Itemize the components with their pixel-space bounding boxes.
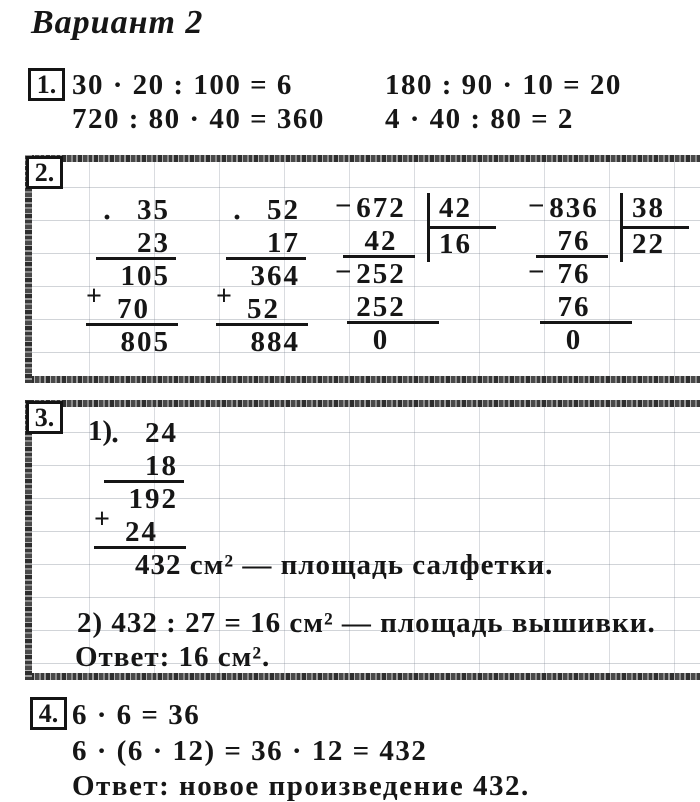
multiplicand: 52 <box>267 194 300 226</box>
quotient-row <box>430 229 496 262</box>
final-remainder-row <box>528 325 620 358</box>
final-remainder: 0 <box>372 324 390 356</box>
partial-product: 192 <box>128 483 178 515</box>
quotient-row <box>623 229 689 262</box>
box-border-bottom <box>25 673 700 680</box>
subtrahend-row <box>528 292 620 325</box>
multiplier-row <box>200 228 300 261</box>
remainder-row <box>528 256 620 292</box>
divisor: 42 <box>439 192 472 224</box>
product: 884 <box>250 326 300 358</box>
dividend-column <box>335 190 427 358</box>
product-row <box>70 327 170 360</box>
quotient: 16 <box>439 228 472 260</box>
multiply-sign: · <box>231 201 242 234</box>
dividend: 836 <box>549 192 599 224</box>
problem-3-number: 3. <box>26 401 63 434</box>
problem-1-number: 1. <box>28 68 65 101</box>
partial-product: 70 <box>117 293 150 325</box>
plus-sign: + <box>86 281 102 312</box>
box-border-left <box>25 155 32 383</box>
product: 805 <box>120 326 170 358</box>
problem-2-number: 2. <box>26 156 63 189</box>
answer-line: Ответ: 16 см². <box>75 641 271 673</box>
column-multiplication <box>200 195 300 360</box>
minus-sign: − <box>528 190 545 222</box>
dividend-column <box>528 190 620 358</box>
column-multiplication <box>70 195 170 360</box>
partial-product-row <box>70 261 170 294</box>
step-2-line: 2) 432 : 27 = 16 см² — площадь вышивки. <box>77 607 656 639</box>
product-row <box>200 327 300 360</box>
dividend: 672 <box>356 192 406 224</box>
minus-sign: − <box>335 190 352 222</box>
problem-2-box <box>25 155 700 383</box>
final-remainder: 0 <box>565 324 583 356</box>
subtrahend-row <box>335 292 427 325</box>
multiplicand-row <box>78 415 178 457</box>
problem-3-box <box>25 400 700 680</box>
plus-sign: + <box>216 281 232 312</box>
expression: 180 : 90 · 10 = 20 <box>385 69 622 101</box>
divisor-row <box>430 193 496 229</box>
step-1-marker: 1) <box>88 415 113 447</box>
divisor-column <box>620 193 689 262</box>
box-border-bottom <box>25 376 700 383</box>
partial-product-row <box>78 484 178 517</box>
remainder-row <box>335 256 427 292</box>
problem-4-number: 4. <box>30 697 67 730</box>
partial-product: 24 <box>125 516 158 548</box>
partial-product-row <box>200 261 300 294</box>
subtrahend: 76 <box>557 291 591 323</box>
dividend-row <box>335 190 427 226</box>
minus-sign: − <box>528 256 545 288</box>
box-border-left <box>25 400 32 680</box>
multiplier: 18 <box>145 450 178 482</box>
divisor-column <box>427 193 496 262</box>
partial-product-row <box>78 504 178 550</box>
multiplicand-row <box>200 194 300 234</box>
multiplier: 23 <box>137 227 170 259</box>
partial-product-row <box>70 281 170 327</box>
expression: 720 : 80 · 40 = 360 <box>72 103 325 135</box>
dividend-row <box>528 190 620 226</box>
divisor: 38 <box>632 192 665 224</box>
partial-product: 364 <box>250 260 300 292</box>
expression: 30 · 20 : 100 = 6 <box>72 69 293 101</box>
long-division <box>528 190 689 358</box>
answer-line: Ответ: новое произведение 432. <box>72 770 530 802</box>
expression: 4 · 40 : 80 = 2 <box>385 103 574 135</box>
step-1-result: 432 см² — площадь салфетки. <box>135 549 554 581</box>
multiplicand-row <box>70 194 170 234</box>
minus-sign: − <box>335 256 352 288</box>
quotient: 22 <box>632 228 665 260</box>
box-border-top <box>25 155 700 162</box>
expression: 6 · (6 · 12) = 36 · 12 = 432 <box>72 735 428 767</box>
subtrahend: 252 <box>356 291 406 323</box>
remainder: 76 <box>557 258 591 290</box>
final-remainder-row <box>335 325 427 358</box>
subtrahend-row <box>335 226 427 259</box>
subtrahend: 42 <box>364 225 398 257</box>
multiplier-row <box>70 228 170 261</box>
subtrahend-row <box>528 226 620 259</box>
page-title: Вариант 2 <box>31 4 204 41</box>
remainder: 252 <box>356 258 406 290</box>
partial-product-row <box>200 281 300 327</box>
multiplicand: 35 <box>137 194 170 226</box>
multiply-sign: · <box>101 201 112 234</box>
box-border-top <box>25 400 700 407</box>
expression: 6 · 6 = 36 <box>72 699 201 731</box>
multiplier: 17 <box>267 227 300 259</box>
multiplier-row <box>78 451 178 484</box>
column-multiplication <box>78 415 554 581</box>
partial-product: 105 <box>120 260 170 292</box>
long-division <box>335 190 496 358</box>
multiply-sign: · <box>109 424 120 457</box>
divisor-row <box>623 193 689 229</box>
plus-sign: + <box>94 504 110 535</box>
subtrahend: 76 <box>557 225 591 257</box>
multiplicand: 24 <box>145 417 178 449</box>
partial-product: 52 <box>247 293 280 325</box>
